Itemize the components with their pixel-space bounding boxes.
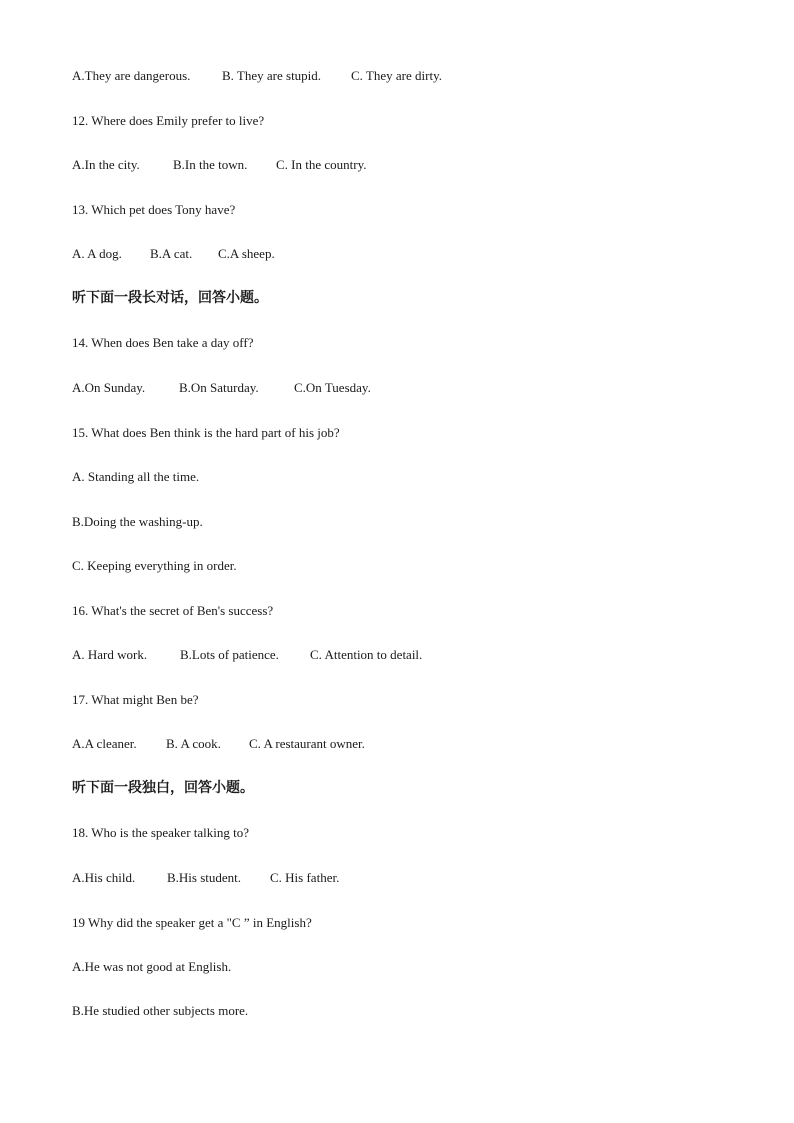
option-b: B.Lots of patience. bbox=[180, 647, 279, 662]
option-c: C.A sheep. bbox=[218, 246, 275, 261]
question-13: 13. Which pet does Tony have? bbox=[72, 202, 236, 217]
option-c: C. They are dirty. bbox=[351, 68, 442, 83]
question-19: 19 Why did the speaker get a "C ” in English? bbox=[72, 915, 312, 930]
section-heading-long-dialogue: 听下面一段长对话，回答小题。 bbox=[72, 290, 268, 306]
option-a: A. Standing all the time. bbox=[72, 469, 200, 484]
option-b: B.On Saturday. bbox=[179, 380, 259, 395]
question-17: 17. What might Ben be? bbox=[72, 692, 199, 707]
option-c: C. A restaurant owner. bbox=[249, 736, 365, 751]
option-a: A.His child. bbox=[72, 870, 136, 885]
option-c: C.On Tuesday. bbox=[294, 380, 371, 395]
options-row bbox=[72, 246, 275, 262]
option-a: A.He was not good at English. bbox=[72, 959, 232, 974]
question-12: 12. Where does Emily prefer to live? bbox=[72, 113, 265, 128]
options-row bbox=[72, 736, 365, 752]
options-row bbox=[72, 870, 339, 886]
options-row bbox=[72, 380, 371, 396]
option-c: C. In the country. bbox=[276, 157, 367, 172]
option-a: A.They are dangerous. bbox=[72, 68, 191, 83]
option-c: C. His father. bbox=[270, 870, 340, 885]
option-b: B. They are stupid. bbox=[222, 68, 322, 83]
option-b: B. A cook. bbox=[166, 736, 221, 751]
question-18: 18. Who is the speaker talking to? bbox=[72, 825, 250, 840]
options-row bbox=[72, 647, 422, 663]
question-15: 15. What does Ben think is the hard part of his job? bbox=[72, 425, 340, 440]
question-16: 16. What's the secret of Ben's success? bbox=[72, 603, 274, 618]
option-a: A.In the city. bbox=[72, 157, 140, 172]
option-b: B.A cat. bbox=[150, 246, 193, 261]
question-14: 14. When does Ben take a day off? bbox=[72, 335, 254, 350]
option-a: A.A cleaner. bbox=[72, 736, 137, 751]
options-row bbox=[72, 68, 442, 84]
option-b: B.He studied other subjects more. bbox=[72, 1003, 249, 1018]
option-b: B.In the town. bbox=[173, 157, 248, 172]
section-heading-monologue: 听下面一段独白，回答小题。 bbox=[72, 780, 254, 796]
option-a: A. A dog. bbox=[72, 246, 122, 261]
options-row bbox=[72, 157, 367, 173]
option-a: A. Hard work. bbox=[72, 647, 148, 662]
option-c: C. Attention to detail. bbox=[310, 647, 423, 662]
option-a: A.On Sunday. bbox=[72, 380, 146, 395]
option-b: B.Doing the washing-up. bbox=[72, 514, 203, 529]
option-c: C. Keeping everything in order. bbox=[72, 558, 237, 573]
option-b: B.His student. bbox=[167, 870, 242, 885]
